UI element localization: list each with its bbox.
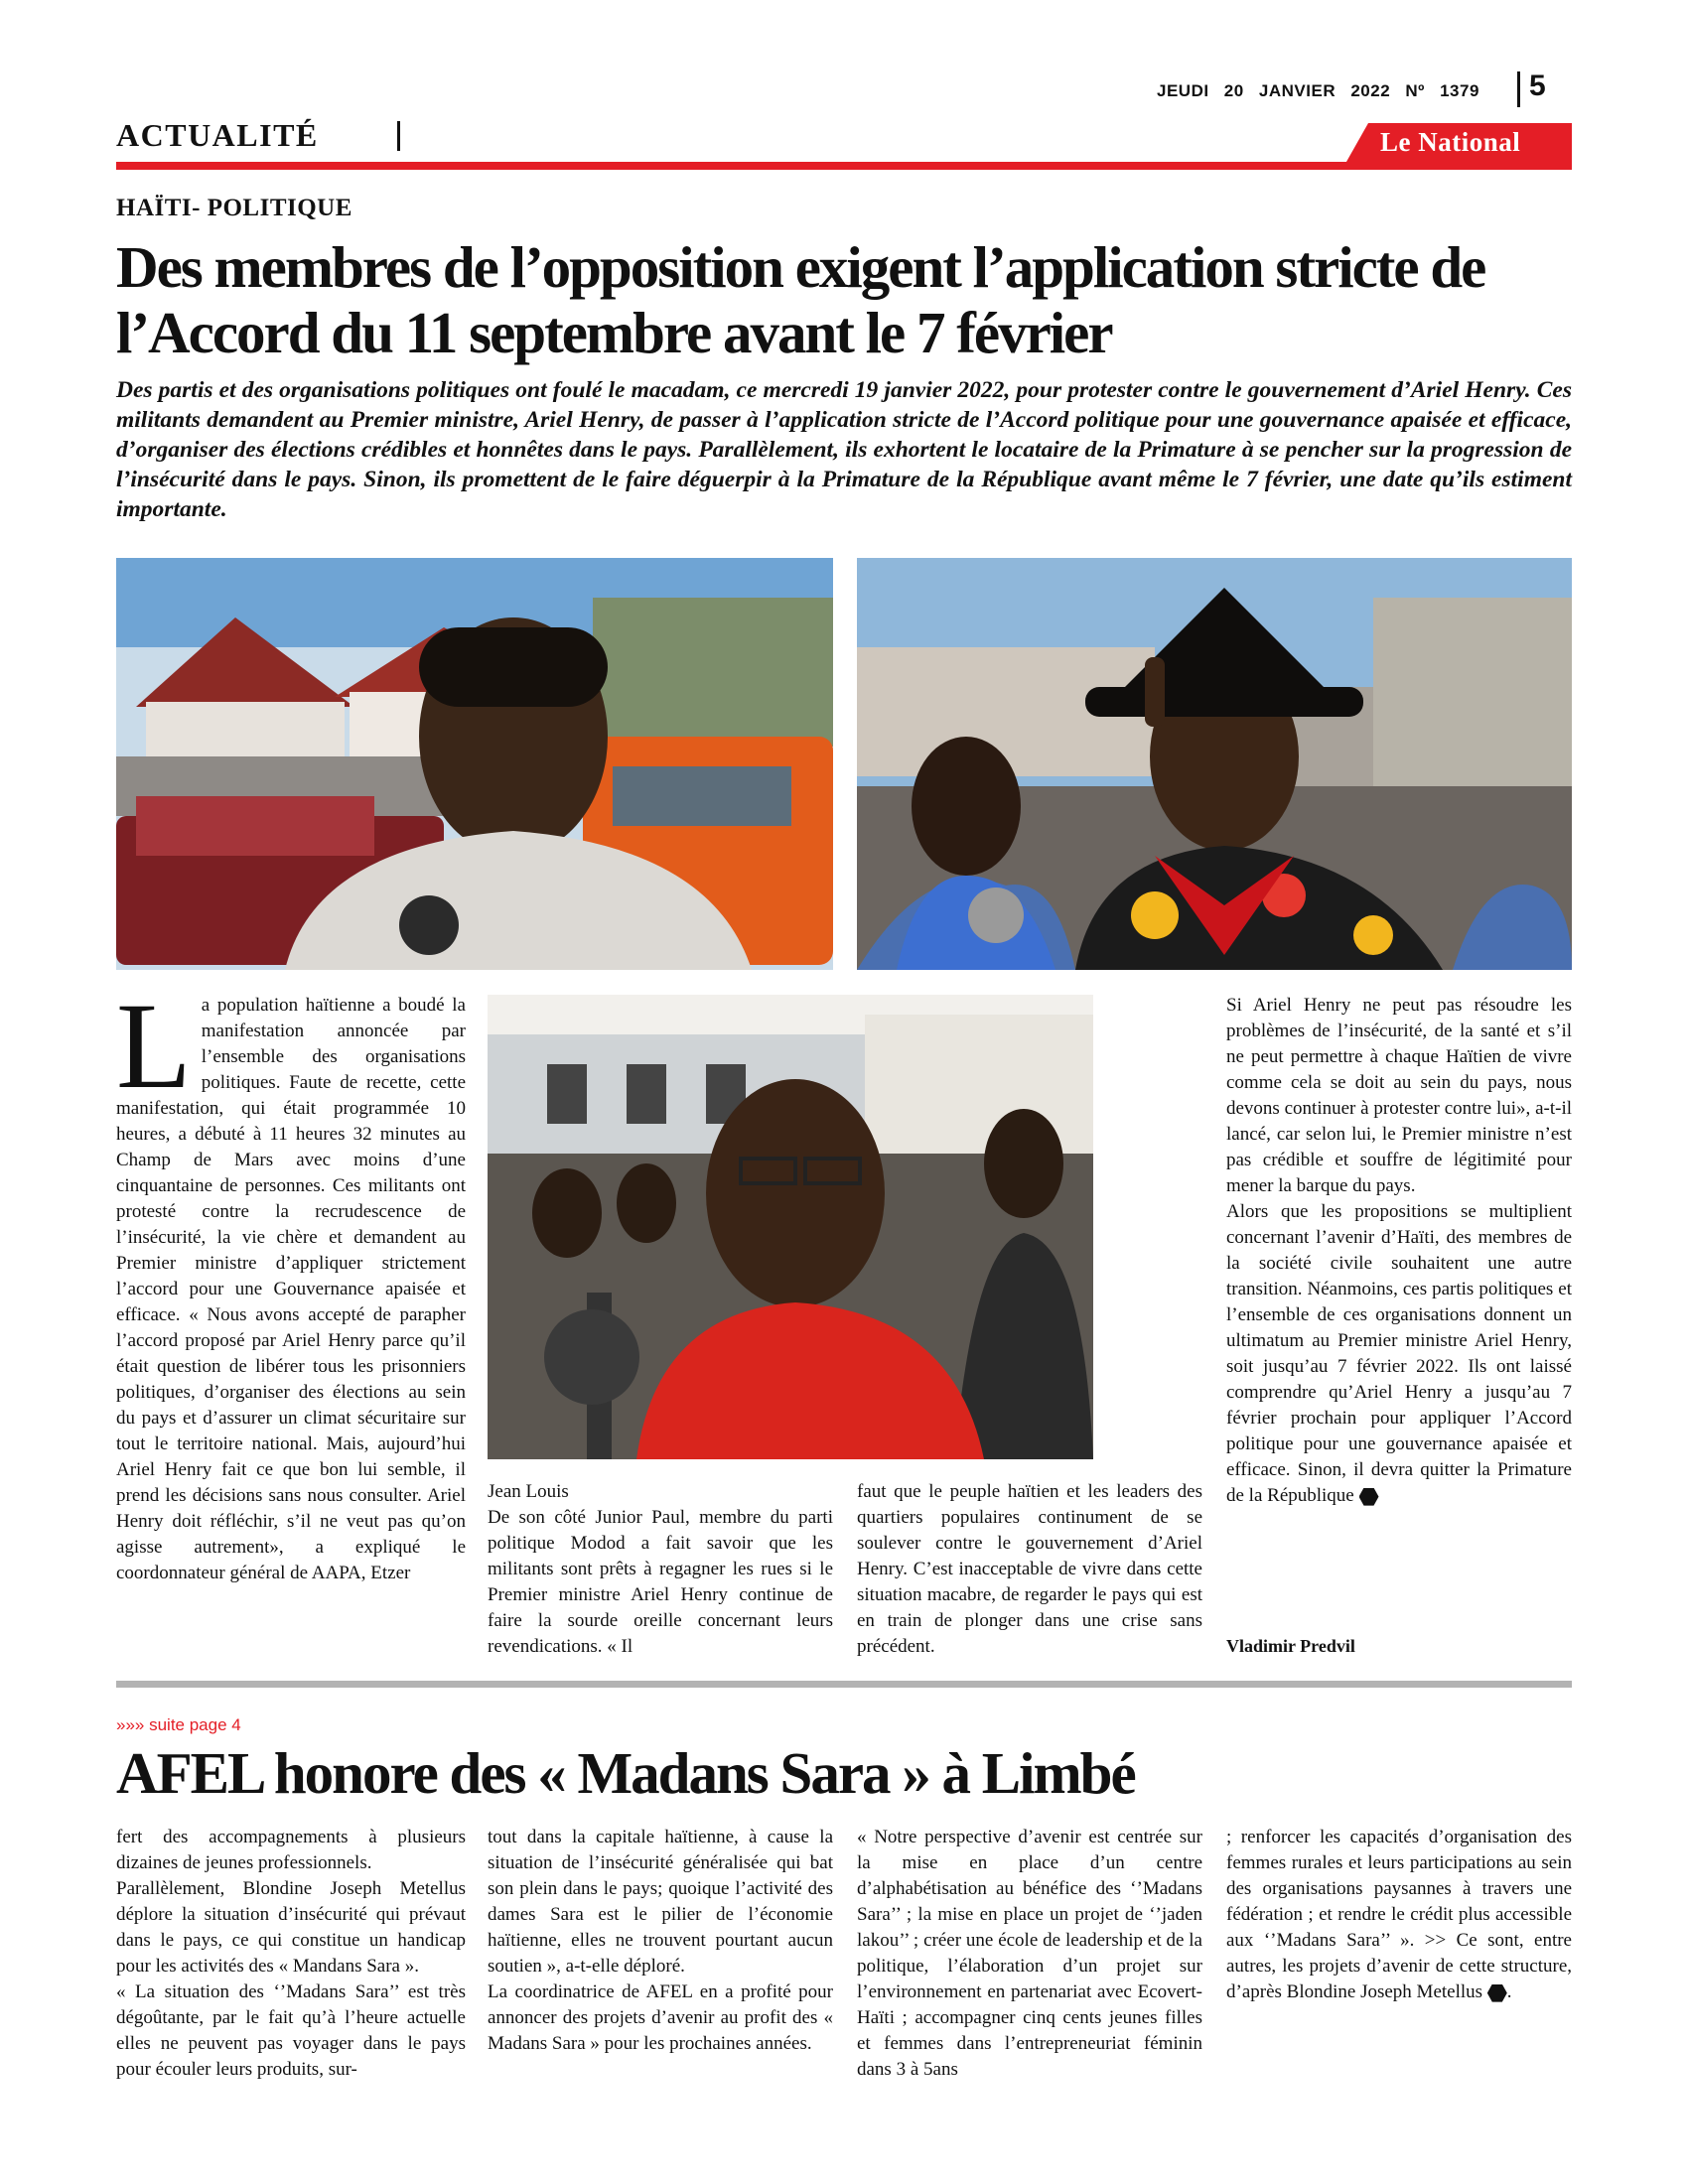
drop-cap: L: [116, 978, 192, 1114]
article2-column-1: fert des accompagnements à plusieurs dizaines de jeunes professionnels. Parallèlement, Blondine Joseph Metellus déplore la situation d’insécurité qui prévaut dans le pays, ce qui constitue un handicap pour les activités des « Mandans Sara ». « La situation des ‘’Madans Sara’’ est très dégoûtante, par le fait qu’à l’heure actuelle elles ne peuvent pas voyager dans le pays pour écouler leurs produits, sur-: [116, 1827, 466, 2080]
article2-headline: AFEL honore des « Madans Sara » à Limbé: [116, 1740, 1135, 1806]
issue-number: Nº 1379: [1405, 81, 1479, 100]
article-column-2: De son côté Junior Paul, membre du parti politique Modod a fait savoir que les militants sont prêts à regagner les rues si le Premier ministre Ariel Henry continue de faire la sourde oreille concernant leurs revendications. « Il: [488, 1507, 833, 1657]
article-byline: Vladimir Predvil: [1226, 1636, 1355, 1656]
end-mark-icon: [1487, 1984, 1507, 2002]
article-lede: Des partis et des organisations politiques ont foulé le macadam, ce mercredi 19 janvier 2022, pour protester contre le gouvernement d’Ariel Henry. Ces militants demandent au Premier ministre, Ariel Henry, de passer à l’application stricte de l’Accord politique pour une gouvernance apaisée et efficace, d’organiser des élections crédibles et honnêtes dans le pays. Parallèlement, ils exhortent le locataire de la Primature à se pencher sur la progression de l’insécurité dans le pays. Sinon, ils promettent de le faire déguerpir à la Primature de la République avant même le 7 février, une date qu’ils estiment importante.: [116, 377, 1572, 522]
article2-column-3: « Notre perspective d’avenir est centrée sur la mise en place d’un centre d’alphabétisation au bénéfice des ‘’Madans Sara’’ ; la mise en place un projet de ‘’jaden lakou’’ ; créer une école de leadership et de la politique, l’élaboration d’un projet sur l’environnement en partenariat avec Ecovert-Haïti ; accompagner cinq cents jeunes filles et femmes dans l’entrepreneuriat féminin dans 3 à 5ans: [857, 1827, 1202, 2080]
end-mark-icon: [1359, 1488, 1379, 1506]
article2-column-4: ; renforcer les capacités d’organisation des femmes rurales et leurs participations au sein des organisations paysannes à travers une fédération ; et rendre le crédit plus accessible aux ‘’Madans Sara’’ ». >> Ce sont, entre autres, les projets d’avenir de cette structure, d’après Blondine Joseph Metellus .: [1226, 1827, 1572, 2002]
photo-speaker-1: [116, 558, 833, 970]
article-column-4-para-1: Si Ariel Henry ne peut pas résoudre les problèmes de l’insécurité, de la santé et s’il ne peut permettre à chaque Haïtien de vivre comme cela se doit au sein du pays, nous devons continuer à protester contre lui», a-t-il lancé, car selon lui, le Premier ministre n’est pas crédible et souffre de légitimité pour mener la barque du pays.: [1226, 995, 1572, 1196]
continued-from-link[interactable]: »»» suite page 4: [116, 1715, 241, 1734]
brand-name: Le National: [1380, 127, 1521, 157]
photo-caption: Jean Louis: [488, 1481, 569, 1502]
article-column-3: faut que le peuple haïtien et les leaders des quartiers populaires continument de se soulever contre le gouvernement d’Ariel Henry. C’est inacceptable de vivre dans cette situation macabre, de regarder le pays qui est en train de plonger dans une crise sans précédent.: [857, 1481, 1202, 1657]
article-headline: Des membres de l’opposition exigent l’application stricte de l’Accord du 11 septembre avant le 7 février: [116, 234, 1485, 365]
photo-speaker-3: [488, 995, 1093, 1459]
photo-speaker-2: [857, 558, 1572, 970]
article-separator: [116, 1681, 1572, 1688]
issue-date: JEUDI 20 JANVIER 2022 Nº 1379: [1157, 81, 1479, 100]
section-divider: [397, 121, 400, 151]
article-column-1: La population haïtienne a boudé la manifestation annoncée par l’ensemble des organisations politiques. Faute de recette, cette manifestation, qui était programmée 10 heures, a débuté à 11 heures 32 minutes au Champ de Mars avec moins d’une cinquantaine de personnes. Ces militants ont protesté contre la recrudescence de l’insécurité, la vie chère et demandent au Premier ministre d’appliquer strictement l’accord pour une Gouvernance apaisée et efficace. « Nous avons accepté de parapher l’accord proposé par Ariel Henry parce qu’il était question de libérer tous les prisonniers politiques, d’organiser des élections au sein du pays et d’assurer un climat sécuritaire sur tout le territoire national. Mais, aujourd’hui Ariel Henry fait ce que bon lui semble, il prend les décisions sans nous consulter. Ariel Henry doit réfléchir, s’il ne veut pas qu’on agisse autrement», a expliqué le coordonnateur général de AAPA, Etzer: [116, 978, 466, 1583]
article-column-4-para-2: Alors que les propositions se multiplient concernant l’avenir d’Haïti, des membres de la société civile souhaitent une autre transition. Néanmoins, ces partis politiques et l’ensemble de ces organisations donnent un ultimatum au Premier ministre Ariel Henry, soit jusqu’au 7 février 2022. Ils ont laissé comprendre qu’Ariel Henry a jusqu’au 7 février prochain pour appliquer l’Accord politique pour une gouvernance apaisée et efficace. Sinon, il devra quitter la Primature de la République: [1226, 1201, 1572, 1506]
page-number: 5: [1529, 69, 1546, 102]
header-divider: [1517, 71, 1520, 107]
article-column-4: [1226, 993, 1572, 1509]
article2-column-2: tout dans la capitale haïtienne, à cause la situation de l’insécurité généralisée qui bat son plein dans le pays; quoique l’activité des dames Sara est le pilier de l’économie haïtienne, elles ne trouvent pourtant aucun soutien », a-t-elle déploré. La coordinatrice de AFEL en a profité pour annoncer des projets d’avenir au profit des « Madans Sara » pour les prochaines années.: [488, 1827, 833, 2054]
article-kicker: HAÏTI- POLITIQUE: [116, 195, 352, 221]
section-label: ACTUALITÉ: [116, 117, 319, 153]
